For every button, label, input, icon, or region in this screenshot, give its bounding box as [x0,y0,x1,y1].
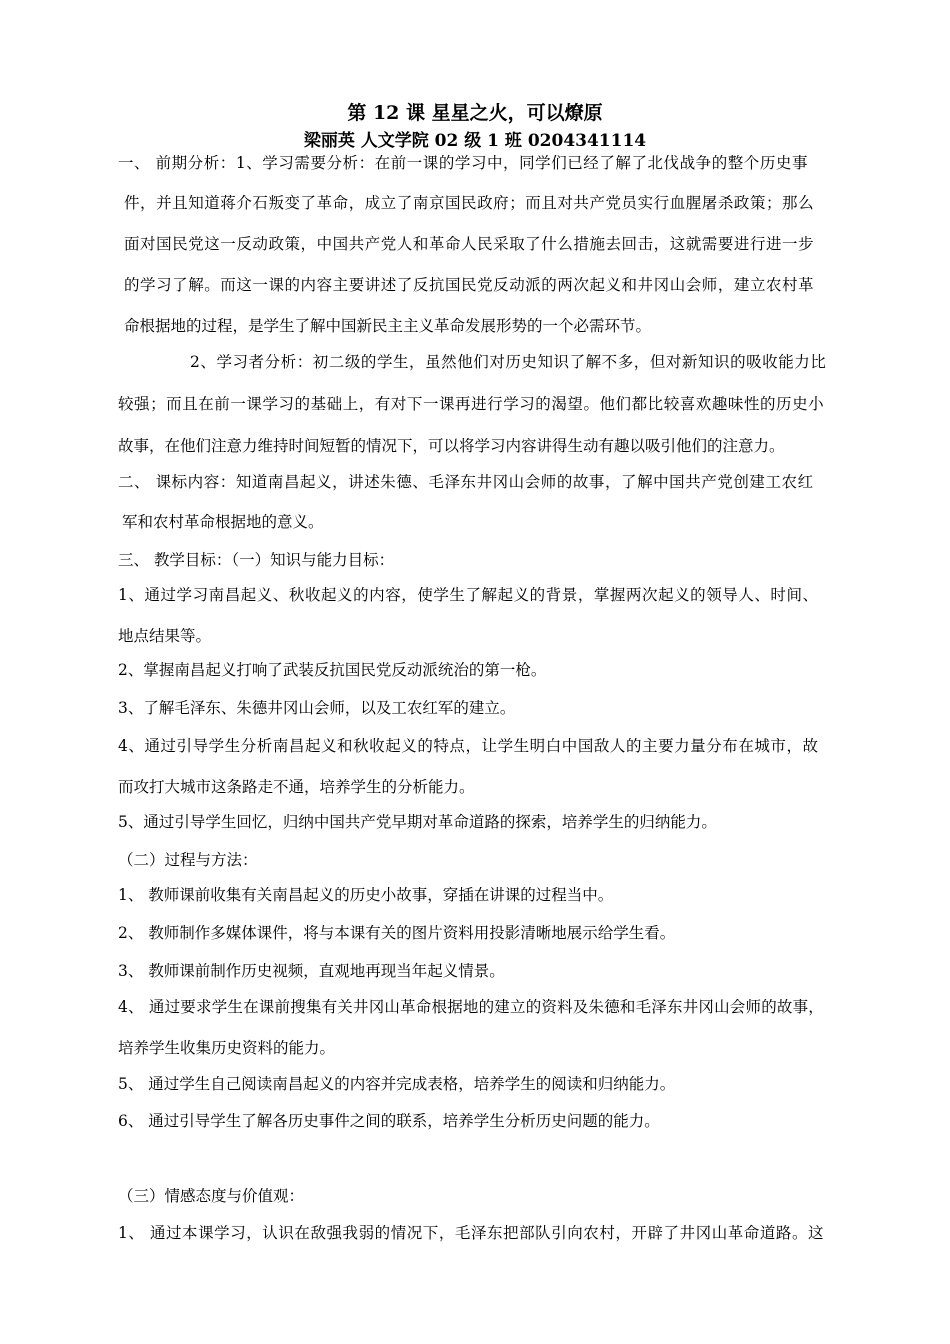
paragraph-line: 4、通过引导学生分析南昌起义和秋收起义的特点，让学生明白中国敌人的主要力量分布在城市，故 [118,737,819,755]
paragraph-line: 2、学习者分析：初二级的学生，虽然他们对历史知识了解不多，但对新知识的吸收能力比 [190,353,827,371]
paragraph-line: 一、 前期分析：1、学习需要分析：在前一课的学习中，同学们已经了解了北伐战争的整个历史事 [118,154,808,172]
paragraph-line: 较强；而且在前一课学习的基础上，有对下一课再进行学习的渴望。他们都比较喜欢趣味性的历史小 [118,395,825,413]
paragraph-line: 1、 教师课前收集有关南昌起义的历史小故事，穿插在讲课的过程当中。 [118,886,614,904]
author-line: 梁丽英 人文学院 02 级 1 班 0204341114 [303,131,647,151]
paragraph-line: 故事，在他们注意力维持时间短暂的情况下，可以将学习内容讲得生动有趣以吸引他们的注意力。 [118,437,785,455]
paragraph-line: 1、 通过本课学习，认识在敌强我弱的情况下，毛泽东把部队引向农村，开辟了井冈山革命道路。这 [118,1224,825,1242]
paragraph-line: 2、 教师制作多媒体课件，将与本课有关的图片资料用投影清晰地展示给学生看。 [118,924,676,942]
paragraph-line: 地点结果等。 [118,627,212,645]
paragraph-line: 3、 教师课前制作历史视频，直观地再现当年起义情景。 [118,962,505,980]
lesson-title: 第 12 课 星星之火，可以燎原 [347,102,603,124]
paragraph-line: 二、 课标内容：知道南昌起义，讲述朱德、毛泽东井冈山会师的故事，了解中国共产党创建工农红 [118,473,814,491]
paragraph-line: 4、 通过要求学生在课前搜集有关井冈山革命根据地的建立的资料及朱德和毛泽东井冈山会师的故事， [118,998,824,1016]
section-heading: 三、 教学目标：（一）知识与能力目标： [118,551,395,569]
paragraph-line: 培养学生收集历史资料的能力。 [118,1039,336,1057]
paragraph-line: 1、通过学习南昌起义、秋收起义的内容，使学生了解起义的背景，掌握两次起义的领导人、时间、 [118,586,819,604]
paragraph-line: 2、掌握南昌起义打响了武装反抗国民党反动派统治的第一枪。 [118,661,547,679]
paragraph-line: 军和农村革命根据地的意义。 [122,513,324,531]
paragraph-line: 5、通过引导学生回忆，归纳中国共产党早期对革命道路的探索，培养学生的归纳能力。 [118,813,717,831]
paragraph-line: 5、 通过学生自己阅读南昌起义的内容并完成表格，培养学生的阅读和归纳能力。 [118,1075,676,1093]
paragraph-line: 的学习了解。而这一课的内容主要讲述了反抗国民党反动派的两次起义和井冈山会师，建立农村革 [124,276,815,294]
paragraph-line: 命根据地的过程，是学生了解中国新民主主义革命发展形势的一个必需环节。 [124,317,652,335]
paragraph-line: 3、了解毛泽东、朱德井冈山会师，以及工农红军的建立。 [118,699,516,717]
paragraph-line: 而攻打大城市这条路走不通，培养学生的分析能力。 [118,778,475,796]
section-heading: （二）过程与方法： [118,851,258,869]
paragraph-line: 件，并且知道蒋介石叛变了革命，成立了南京国民政府；而且对共产党员实行血腥屠杀政策；那么 [124,194,815,212]
section-heading: （三）情感态度与价值观： [118,1187,305,1205]
paragraph-line: 6、 通过引导学生了解各历史事件之间的联系，培养学生分析历史问题的能力。 [118,1112,660,1130]
paragraph-line: 面对国民党这一反动政策，中国共产党人和革命人民采取了什么措施去回击，这就需要进行进一步 [124,235,815,253]
